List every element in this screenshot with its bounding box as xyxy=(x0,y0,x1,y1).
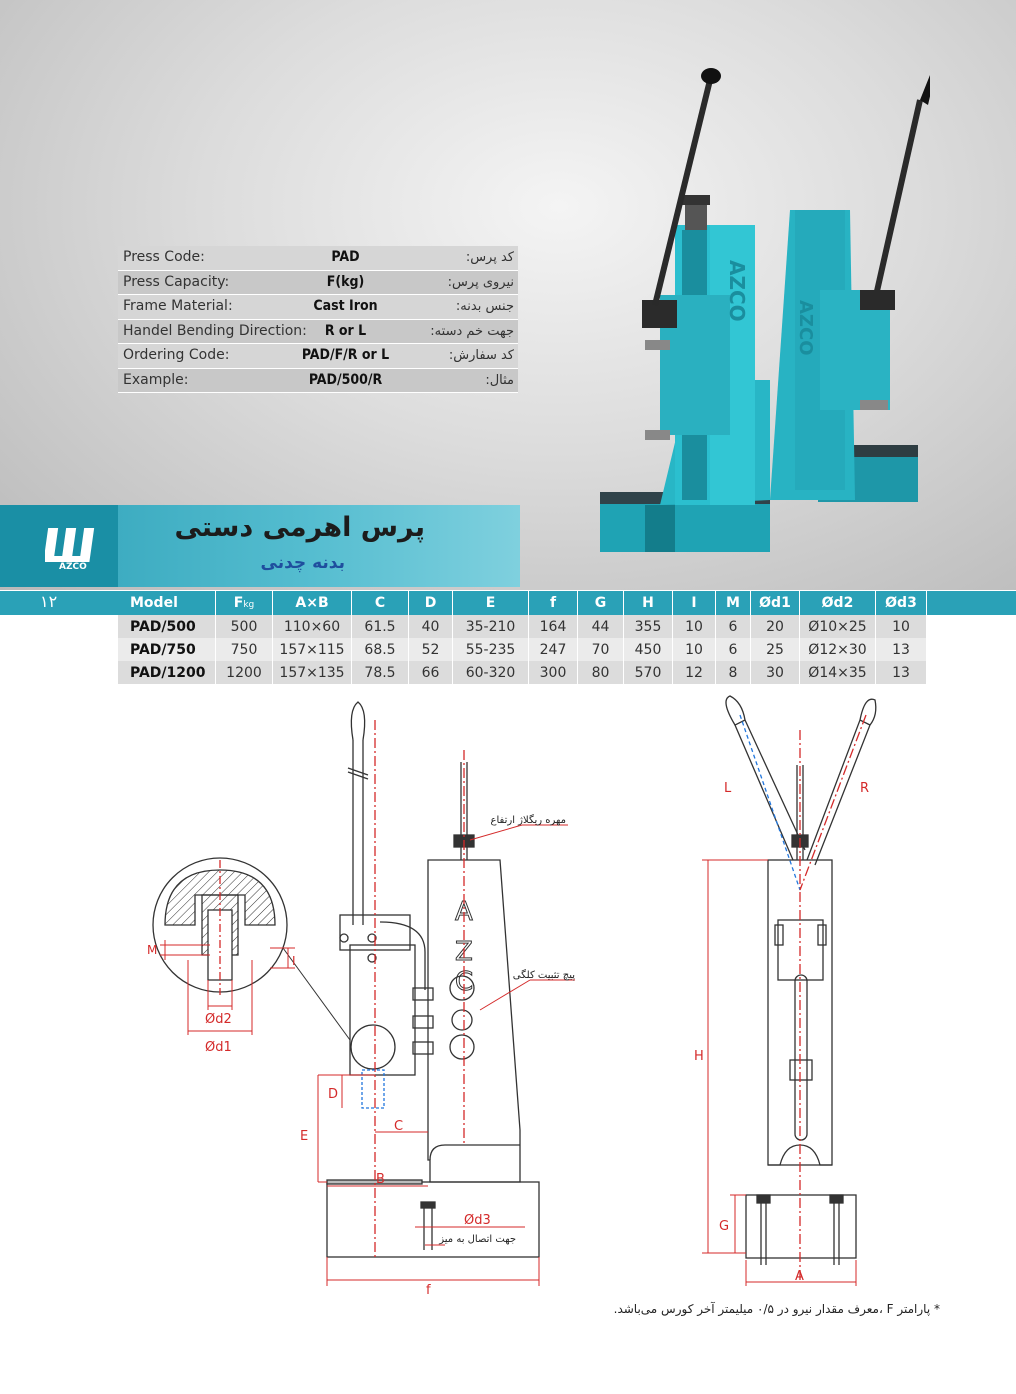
press-right xyxy=(770,75,930,502)
spec-list xyxy=(118,246,518,393)
dim-label-c: C xyxy=(394,1119,404,1134)
table-cell: 13 xyxy=(876,661,927,684)
side-view xyxy=(283,702,539,1260)
table-header-row xyxy=(118,591,927,615)
table-cell: 68.5 xyxy=(352,638,409,661)
table-cell: 157×135 xyxy=(273,661,352,684)
dim-label-l: L xyxy=(724,781,732,796)
col-header: H xyxy=(624,591,673,615)
drawing-brand-letter: Z xyxy=(455,937,473,967)
technical-drawing xyxy=(0,690,1016,1300)
col-header: M xyxy=(716,591,751,615)
spec-label-fa: جنس بدنه: xyxy=(455,299,514,314)
col-header: G xyxy=(578,591,624,615)
table-row xyxy=(118,615,927,638)
table-cell: 52 xyxy=(409,638,453,661)
spec-value: PAD xyxy=(331,249,360,265)
spec-label-fa: کد پرس: xyxy=(465,250,514,265)
table-cell: 25 xyxy=(751,638,800,661)
table-row xyxy=(118,638,927,661)
table-cell: PAD/500 xyxy=(118,615,216,638)
spec-label-en: Press Code: xyxy=(123,249,205,265)
front-view xyxy=(726,696,876,1280)
product-photo xyxy=(590,60,930,555)
table-cell: 750 xyxy=(216,638,273,661)
spec-row-handle-direction xyxy=(118,320,518,345)
spec-label-en: Press Capacity: xyxy=(123,273,230,290)
table-cell: PAD/750 xyxy=(118,638,216,661)
col-header: Ød1 xyxy=(751,591,800,615)
dim-label-h: H xyxy=(694,1049,704,1064)
spec-label-fa: جهت خم دسته: xyxy=(430,323,514,339)
spec-value: PAD/F/R or L xyxy=(301,347,390,363)
spec-label-en: Ordering Code: xyxy=(123,347,230,363)
col-header: f xyxy=(529,591,578,615)
table-cell: 1200 xyxy=(216,661,273,684)
dim-label-a: A xyxy=(795,1269,804,1284)
page-subtitle: بدنه چدنی xyxy=(260,553,345,573)
dim-label-i: I xyxy=(292,954,296,968)
col-header: E xyxy=(453,591,529,615)
dim-label-f: f xyxy=(426,1283,431,1298)
col-header-f xyxy=(216,591,273,615)
table-cell: 78.5 xyxy=(352,661,409,684)
spec-value: PAD/500/R xyxy=(308,371,383,388)
col-header: D xyxy=(409,591,453,615)
spec-label-fa: نیروی پرس: xyxy=(447,274,514,290)
table-cell: 66 xyxy=(409,661,453,684)
table-cell: PAD/1200 xyxy=(118,661,216,684)
spec-row-frame-material xyxy=(118,295,518,320)
spec-value: Cast Iron xyxy=(313,298,378,314)
table-cell: 70 xyxy=(578,638,624,661)
table-cell: 247 xyxy=(529,638,578,661)
col-header: I xyxy=(673,591,716,615)
table-row xyxy=(118,661,927,684)
table-cell: 61.5 xyxy=(352,615,409,638)
azco-logo xyxy=(45,522,105,570)
spec-row-ordering-code xyxy=(118,344,518,369)
table-cell: 157×115 xyxy=(273,638,352,661)
table-cell: 500 xyxy=(216,615,273,638)
press-left xyxy=(600,68,770,552)
dim-label-m: M xyxy=(147,943,158,957)
logo-text: AZCO xyxy=(59,562,87,570)
dim-label-g: G xyxy=(719,1219,730,1234)
table-cell: 10 xyxy=(673,615,716,638)
spec-label-fa: کد سفارش: xyxy=(448,348,514,363)
table-cell: 12 xyxy=(673,661,716,684)
spec-label-en: Frame Material: xyxy=(123,298,233,314)
col-header-f-main: F xyxy=(233,595,244,611)
table-cell: 570 xyxy=(624,661,673,684)
table-cell: Ø12×30 xyxy=(800,638,876,661)
table-cell: 20 xyxy=(751,615,800,638)
table-cell: 10 xyxy=(673,638,716,661)
col-header: A×B xyxy=(273,591,352,615)
spec-row-example xyxy=(118,369,518,394)
table-cell: 55-235 xyxy=(453,638,529,661)
dimensions-table xyxy=(118,591,927,684)
table-cell: 300 xyxy=(529,661,578,684)
table-cell: 110×60 xyxy=(273,615,352,638)
footnote: * پارامتر F ،معرف مقدار نیرو در ۰/۵ میلیمتر آخر کورس می‌باشد. xyxy=(613,1302,940,1316)
table-cell: 40 xyxy=(409,615,453,638)
page-number: ۱۲ xyxy=(40,592,58,611)
table-cell: 6 xyxy=(716,638,751,661)
dim-label-d: D xyxy=(328,1087,339,1102)
dim-label-b: B xyxy=(376,1172,385,1187)
col-header: Ød2 xyxy=(800,591,876,615)
table-cell: 44 xyxy=(578,615,624,638)
spec-label-fa: مثال: xyxy=(485,372,514,388)
dim-label-d2: Ød2 xyxy=(205,1012,232,1027)
spec-label-en: Handel Bending Direction: xyxy=(123,322,307,339)
table-cell: 8 xyxy=(716,661,751,684)
dim-label-e: E xyxy=(300,1129,309,1144)
table-cell: 6 xyxy=(716,615,751,638)
dim-label-d1: Ød1 xyxy=(205,1040,232,1055)
drawing-brand-letter: A xyxy=(455,897,473,927)
side-dimensions xyxy=(318,825,575,1286)
table-cell: 355 xyxy=(624,615,673,638)
drawing-brand-letter: C xyxy=(455,967,474,997)
col-header: Ød3 xyxy=(876,591,927,615)
table-cell: 10 xyxy=(876,615,927,638)
spec-label-en: Example: xyxy=(123,371,189,388)
spec-value: R or L xyxy=(324,322,367,339)
detail-view xyxy=(153,858,287,995)
dim-label-r: R xyxy=(860,781,870,796)
spec-row-press-capacity xyxy=(118,271,518,296)
col-header-f-sub: kg xyxy=(243,600,255,610)
table-cell: 450 xyxy=(624,638,673,661)
table-cell: 164 xyxy=(529,615,578,638)
col-header: C xyxy=(352,591,409,615)
note-clamp-screw: پیچ تثبیت کلگی xyxy=(512,970,575,981)
note-height-nut: مهره ریگلاژ ارتفاع xyxy=(490,815,566,826)
spec-value: F(kg) xyxy=(326,273,365,290)
spec-row-press-code xyxy=(118,246,518,271)
col-header: Model xyxy=(118,591,216,615)
table-cell: 60-320 xyxy=(453,661,529,684)
table-cell: Ø14×35 xyxy=(800,661,876,684)
table-cell: Ø10×25 xyxy=(800,615,876,638)
page-title: پرس اهرمی دستی xyxy=(174,512,425,543)
dim-label-d3: Ød3 xyxy=(464,1213,491,1228)
table-cell: 35-210 xyxy=(453,615,529,638)
press-left-brand: AZCO xyxy=(725,260,749,322)
table-cell: 30 xyxy=(751,661,800,684)
note-table-connection: جهت اتصال به میز xyxy=(439,1234,516,1245)
table-cell: 13 xyxy=(876,638,927,661)
press-right-brand: AZCO xyxy=(795,300,816,356)
table-cell: 80 xyxy=(578,661,624,684)
